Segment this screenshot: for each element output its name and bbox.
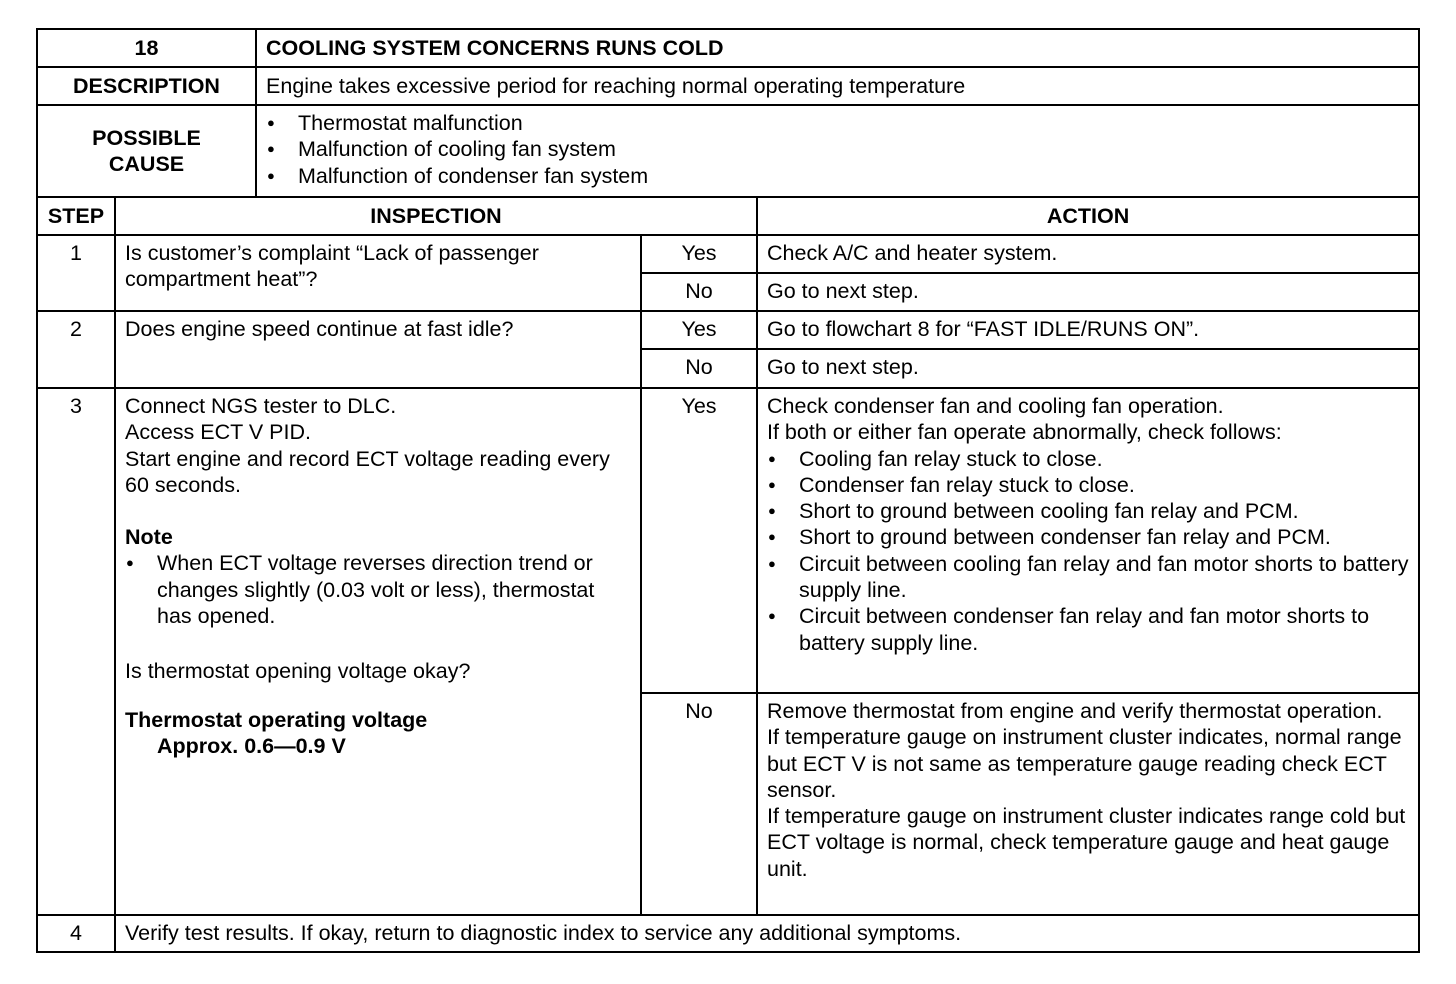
cause-item: ● Thermostat malfunction (266, 110, 1409, 136)
possible-cause-label-line1: POSSIBLE (92, 126, 201, 150)
step-3-yes-action (757, 388, 1419, 693)
action-line: If temperature gauge on instrument cluster indicates range cold but ECT voltage is normal, check temperature gauge and heat gauge unit. (767, 804, 1406, 881)
step-column-header: STEP (37, 197, 115, 235)
check-list (767, 446, 1409, 656)
inspection-column-header: INSPECTION (115, 197, 757, 235)
step-number: 2 (37, 311, 115, 388)
step-2-yes-row (37, 311, 1419, 349)
possible-cause-row (37, 105, 1419, 197)
flowchart-title: COOLING SYSTEM CONCERNS RUNS COLD (256, 29, 1419, 67)
step-1-inspection: Is customer’s complaint “Lack of passenger compartment heat”? (115, 235, 641, 311)
step-number: 1 (37, 235, 115, 311)
action-column-header: ACTION (757, 197, 1419, 235)
yes-label: Yes (641, 311, 757, 349)
possible-cause-list (266, 110, 1409, 189)
step-1-yes-row (37, 235, 1419, 273)
check-item: ● Short to ground between condenser fan relay and PCM. (767, 524, 1409, 550)
step-4-inspection: Verify test results. If okay, return to diagnostic index to service any additional symptoms. (115, 915, 1419, 952)
check-item: ● Circuit between cooling fan relay and fan motor shorts to battery supply line. (767, 551, 1409, 604)
step-3-no-action (757, 693, 1419, 915)
check-item: ● Short to ground between cooling fan relay and PCM. (767, 498, 1409, 524)
flowchart-number: 18 (37, 29, 256, 67)
no-label: No (641, 273, 757, 311)
column-header-row (37, 197, 1419, 235)
spec-value: Approx. 0.6—0.9 V (157, 733, 346, 758)
inspection-line: Connect NGS tester to DLC. (125, 394, 397, 418)
diagnostic-table (36, 28, 1420, 953)
description-label: DESCRIPTION (37, 67, 256, 105)
step-number: 3 (37, 388, 115, 915)
note-text: ● When ECT voltage reverses direction trend or changes slightly (0.03 volt or less), thermostat has opened. (125, 550, 631, 629)
step-3-yes-row (37, 388, 1419, 693)
step-1-no-action: Go to next step. (757, 273, 1419, 311)
description-text: Engine takes excessive period for reaching normal operating temperature (256, 67, 1419, 105)
possible-cause-list-cell (256, 105, 1419, 197)
action-line: Check condenser fan and cooling fan operation. (767, 394, 1224, 418)
note-title: Note (125, 525, 173, 550)
step-4-row (37, 915, 1419, 952)
check-item: ● Condenser fan relay stuck to close. (767, 472, 1409, 498)
step-3-inspection (115, 388, 641, 915)
inspection-line: Start engine and record ECT voltage reading every 60 seconds. (125, 446, 610, 497)
diagnostic-flowchart-page (36, 28, 1418, 953)
step-number: 4 (37, 915, 115, 952)
description-row (37, 67, 1419, 105)
inspection-line: Access ECT V PID. (125, 420, 311, 445)
cause-item: ● Malfunction of cooling fan system (266, 136, 1409, 162)
yes-label: Yes (641, 388, 757, 693)
header-title-row (37, 29, 1419, 67)
step-1-yes-action: Check A/C and heater system. (757, 235, 1419, 273)
step-2-inspection: Does engine speed continue at fast idle? (115, 311, 641, 388)
possible-cause-label-line2: CAUSE (108, 152, 185, 176)
no-label: No (641, 349, 757, 388)
yes-label: Yes (641, 235, 757, 273)
spec-title: Thermostat operating voltage (125, 707, 428, 732)
thermostat-question: Is thermostat opening voltage okay? (125, 659, 471, 684)
step-2-no-action: Go to next step. (757, 349, 1419, 388)
cause-item: ● Malfunction of condenser fan system (266, 163, 1409, 189)
check-item: ● Circuit between condenser fan relay and fan motor shorts to battery supply line. (767, 603, 1409, 656)
check-item: ● Cooling fan relay stuck to close. (767, 446, 1409, 472)
action-line: If both or either fan operate abnormally, check follows: (767, 420, 1282, 445)
step-2-yes-action: Go to flowchart 8 for “FAST IDLE/RUNS ON”. (757, 311, 1419, 349)
possible-cause-label (37, 105, 256, 197)
no-label: No (641, 693, 757, 915)
action-line: If temperature gauge on instrument cluster indicates, normal range but ECT V is not same as temperature gauge reading check ECT sensor. (767, 725, 1402, 802)
action-line: Remove thermostat from engine and verify thermostat operation. (767, 699, 1383, 723)
note-list (125, 550, 631, 629)
